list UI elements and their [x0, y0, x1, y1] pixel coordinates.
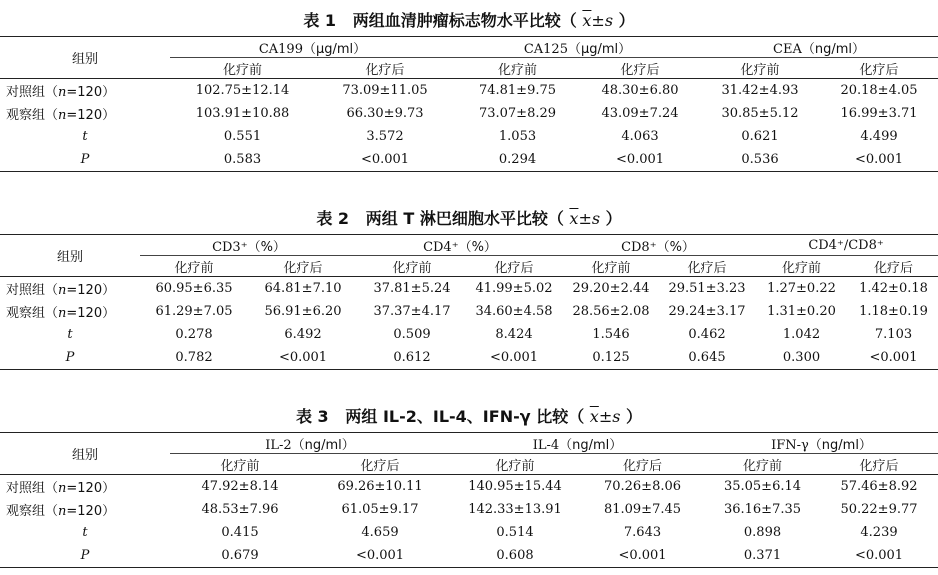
cell: 37.81±5.24: [373, 281, 451, 296]
column-header: CD4⁺/CD8⁺: [754, 235, 938, 256]
column-header: IFN-γ（ng/ml）: [705, 433, 938, 454]
cell: 73.07±8.29: [478, 106, 557, 121]
sd-symbol: s: [591, 209, 601, 228]
sub-header: 化疗前: [562, 256, 660, 277]
sub-header: 化疗后: [315, 58, 455, 79]
cell: 1.042: [782, 327, 821, 342]
cell: 43.09±7.24: [601, 106, 679, 121]
sub-header: 化疗后: [580, 58, 700, 79]
cell: 6.492: [284, 327, 322, 342]
cell: 1.27±0.22: [767, 281, 836, 296]
mean-symbol: $\overline{x}$: [582, 11, 592, 30]
sub-header: 化疗前: [700, 58, 820, 79]
cell: 0.608: [450, 544, 580, 568]
cell: 0.278: [175, 327, 213, 342]
table-row: [0, 148, 938, 172]
cell: 66.30±9.73: [346, 106, 424, 121]
cell: <0.001: [820, 544, 938, 568]
cell: 0.536: [700, 148, 820, 172]
cell: 0.300: [754, 346, 849, 370]
mean-symbol: $\overline{x}$: [589, 407, 599, 426]
table-2: [0, 234, 938, 370]
cell: 47.92±8.14: [201, 479, 279, 494]
cell: 4.499: [860, 129, 898, 144]
sd-symbol: s: [612, 407, 621, 426]
column-header: IL-4（ng/ml）: [450, 433, 705, 454]
table-caption: 两组 IL-2、IL-4、IFN-γ 比较（: [345, 407, 585, 426]
sub-header: 化疗前: [450, 454, 580, 475]
row-label: 对照组（n=120）: [6, 481, 116, 496]
table-row: [0, 498, 938, 521]
cell: 81.09±7.45: [603, 502, 682, 517]
row-label: 对照组（n=120）: [6, 85, 116, 100]
table-row: [0, 521, 938, 544]
table-1-title: [0, 10, 938, 32]
cell: 70.26±8.06: [603, 479, 682, 494]
cell: 0.621: [741, 129, 779, 144]
cell: 7.643: [623, 525, 662, 540]
sub-header: 化疗前: [754, 256, 849, 277]
cell: 61.05±9.17: [341, 502, 419, 517]
row-label: t: [82, 525, 88, 540]
cell: <0.001: [820, 148, 938, 172]
cell: 56.91±6.20: [264, 304, 342, 319]
row-label: P: [0, 544, 170, 568]
cell: 50.22±9.77: [840, 502, 918, 517]
cell: 0.612: [358, 346, 466, 370]
table-row: [0, 544, 938, 568]
sub-header: 化疗前: [705, 454, 820, 475]
table-2-title: [0, 208, 938, 230]
cell: 60.95±6.35: [155, 281, 233, 296]
table-caption-end: ）: [618, 11, 635, 30]
cell: 69.26±10.11: [337, 479, 423, 494]
group-header: 组别: [0, 433, 170, 475]
cell: 142.33±13.91: [468, 502, 562, 517]
sub-header: 化疗前: [170, 454, 310, 475]
cell: 48.30±6.80: [601, 83, 679, 98]
cell: <0.001: [849, 346, 938, 370]
cell: 140.95±15.44: [468, 479, 562, 494]
cell: <0.001: [248, 346, 358, 370]
cell: 1.31±0.20: [767, 304, 836, 319]
column-header: CA199（μg/ml）: [170, 37, 455, 58]
cell: 16.99±3.71: [840, 106, 918, 121]
sub-header: 化疗后: [466, 256, 562, 277]
cell: 20.18±4.05: [840, 83, 918, 98]
pm-symbol: ±: [591, 11, 605, 30]
cell: <0.001: [580, 544, 705, 568]
cell: 57.46±8.92: [840, 479, 918, 494]
cell: 34.60±4.58: [475, 304, 553, 319]
sub-header: 化疗前: [140, 256, 248, 277]
table-row: [0, 475, 938, 499]
group-header: 组别: [0, 37, 170, 79]
cell: 64.81±7.10: [264, 281, 342, 296]
cell: 35.05±6.14: [723, 479, 802, 494]
cell: 1.546: [592, 327, 630, 342]
sub-header: 化疗后: [820, 454, 938, 475]
cell: 103.91±10.88: [195, 106, 290, 121]
table-caption: 两组血清肿瘤标志物水平比较（: [352, 11, 577, 30]
table-number: 表 1: [303, 11, 337, 30]
cell: 0.371: [705, 544, 820, 568]
cell: 48.53±7.96: [201, 502, 279, 517]
cell: 8.424: [495, 327, 533, 342]
mean-symbol: $\overline{x}$: [569, 209, 579, 228]
column-header: CD4⁺（%）: [358, 235, 562, 256]
table-row: [0, 102, 938, 125]
cell: 1.053: [498, 129, 537, 144]
row-label: t: [67, 327, 73, 342]
sub-header: 化疗前: [358, 256, 466, 277]
cell: 0.125: [562, 346, 660, 370]
table-1: [0, 36, 938, 172]
table-3-title: [0, 406, 938, 428]
table-row: [0, 277, 938, 301]
row-label: P: [0, 346, 140, 370]
row-label: P: [0, 148, 170, 172]
sub-header: 化疗后: [310, 454, 450, 475]
column-header: CEA（ng/ml）: [700, 37, 938, 58]
table-caption: 两组 T 淋巴细胞水平比较（: [365, 209, 564, 228]
row-label: 观察组（n=120）: [6, 306, 116, 321]
cell: 61.29±7.05: [155, 304, 233, 319]
cell: 74.81±9.75: [478, 83, 557, 98]
table-row: [0, 323, 938, 346]
sd-symbol: s: [604, 11, 614, 30]
sub-header: 化疗后: [248, 256, 358, 277]
table-row: [0, 300, 938, 323]
cell: 73.09±11.05: [342, 83, 428, 98]
cell: 31.42±4.93: [721, 83, 799, 98]
cell: <0.001: [315, 148, 455, 172]
cell: 0.462: [688, 327, 726, 342]
cell: 0.509: [393, 327, 431, 342]
table-number: 表 3: [295, 407, 329, 426]
table-row: [0, 346, 938, 370]
cell: 30.85±5.12: [721, 106, 799, 121]
cell: <0.001: [580, 148, 700, 172]
sub-header: 化疗前: [170, 58, 315, 79]
column-header: CD8⁺（%）: [562, 235, 754, 256]
cell: 29.51±3.23: [668, 281, 746, 296]
cell: 7.103: [874, 327, 913, 342]
row-label: t: [82, 129, 88, 144]
cell: 1.42±0.18: [859, 281, 928, 296]
cell: 3.572: [366, 129, 404, 144]
column-header: CA125（μg/ml）: [455, 37, 700, 58]
cell: 4.063: [621, 129, 659, 144]
column-header: IL-2（ng/ml）: [170, 433, 450, 454]
cell: 37.37±4.17: [373, 304, 451, 319]
sub-header: 化疗前: [455, 58, 580, 79]
cell: 36.16±7.35: [723, 502, 802, 517]
group-header: 组别: [0, 235, 140, 277]
cell: 29.20±2.44: [572, 281, 650, 296]
cell: <0.001: [310, 544, 450, 568]
column-header: CD3⁺（%）: [140, 235, 358, 256]
sub-header: 化疗后: [660, 256, 754, 277]
cell: 0.583: [170, 148, 315, 172]
pm-symbol: ±: [578, 209, 592, 228]
cell: 0.898: [743, 525, 782, 540]
sub-header: 化疗后: [849, 256, 938, 277]
cell: 0.294: [455, 148, 580, 172]
cell: 41.99±5.02: [475, 281, 553, 296]
table-3: [0, 432, 938, 568]
cell: 0.782: [140, 346, 248, 370]
cell: 0.415: [221, 525, 259, 540]
row-label: 观察组（n=120）: [6, 108, 116, 123]
table-caption-end: ）: [605, 209, 622, 228]
cell: 4.239: [860, 525, 898, 540]
table-caption-end: ）: [626, 407, 643, 426]
sub-header: 化疗后: [820, 58, 938, 79]
table-number: 表 2: [316, 209, 350, 228]
cell: 0.551: [223, 129, 262, 144]
row-label: 观察组（n=120）: [6, 504, 116, 519]
row-label: 对照组（n=120）: [6, 283, 116, 298]
cell: 0.679: [170, 544, 310, 568]
cell: 0.514: [496, 525, 534, 540]
pm-symbol: ±: [598, 407, 613, 426]
table-row: [0, 79, 938, 103]
cell: <0.001: [466, 346, 562, 370]
cell: 28.56±2.08: [572, 304, 650, 319]
cell: 102.75±12.14: [195, 83, 290, 98]
cell: 4.659: [361, 525, 399, 540]
cell: 29.24±3.17: [668, 304, 746, 319]
sub-header: 化疗后: [580, 454, 705, 475]
cell: 0.645: [660, 346, 754, 370]
table-row: [0, 125, 938, 148]
cell: 1.18±0.19: [859, 304, 928, 319]
